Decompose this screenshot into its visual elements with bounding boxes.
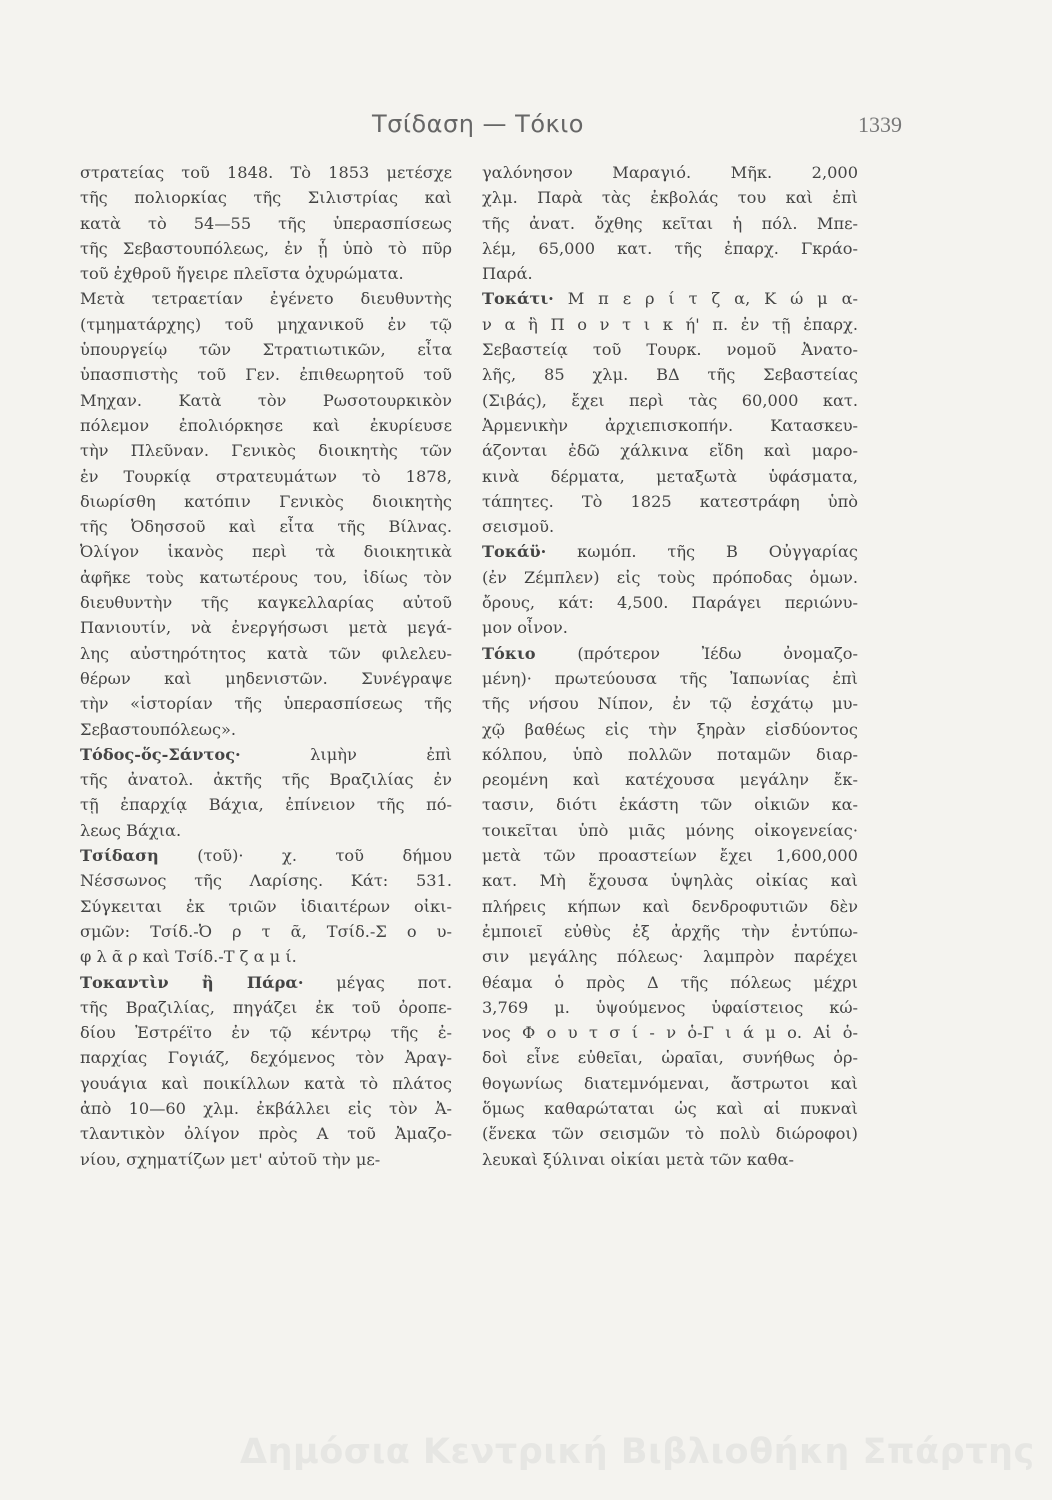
text-line: λῆς, 85 χλμ. ΒΔ τῆς Σεβαστείας	[482, 365, 858, 385]
text-line: σιν μεγάλης πόλεως· λαμπρὸν παρέχει	[482, 947, 858, 967]
text-line: τασιν, διότι ἑκάστη τῶν οἰκιῶν κα-	[482, 795, 858, 815]
text-line: τοῦ ἐχθροῦ ἤγειρε πλεῖστα ὀχυρώματα.	[80, 264, 404, 284]
text-line: στρατείας τοῦ 1848. Τὸ 1853 μετέσχε	[80, 163, 452, 182]
text-line: σμῶν: Τσίδ.-Ὀ ρ τ ᾶ, Τσίδ.-Σ ο υ-	[80, 921, 452, 941]
text-line: Ἀρμενικὴν ἀρχιεπισκοπήν. Κατασκευ-	[482, 415, 858, 435]
text-line: δίου Ἐστρέϊτο ἐν τῷ κέντρῳ τῆς ἐ-	[80, 1023, 452, 1043]
text-line: Σεβαστείᾳ τοῦ Τουρκ. νομοῦ Ἀνατο-	[482, 340, 858, 360]
text-line: ὑπασπιστὴς τοῦ Γεν. ἐπιθεωρητοῦ τοῦ	[80, 365, 452, 385]
text-line: 3,769 μ. ὑψούμενος ὑφαίστειος κώ-	[482, 997, 858, 1017]
text-line: πλήρεις κήπων καὶ δενδροφυτιῶν δὲν	[482, 896, 858, 916]
text-line: τὴν Πλεῦναν. Γενικὸς διοικητὴς τῶν	[80, 441, 452, 461]
entry-headword: Τόδος-ὅς-Σάντος·	[80, 744, 241, 764]
text-line: χλμ. Παρὰ τὰς ἐκβολάς του καὶ ἐπὶ	[482, 188, 858, 208]
text-line: ὅμως καθαρώταται ὡς καὶ αἱ πυκναὶ	[482, 1098, 858, 1118]
text-line: κατὰ τὸ 54—55 τῆς ὑπερασπίσεως	[80, 213, 452, 233]
text-line: ἀπὸ 10—60 χλμ. ἐκβάλλει εἰς τὸν Ἀ-	[80, 1098, 452, 1118]
text-line: σεισμοῦ.	[482, 517, 555, 537]
text-line: (ἐν Ζέμπλεν) εἰς τοὺς πρόποδας ὁμων.	[482, 567, 858, 587]
text-line: νος Φ ο υ τ σ ί - ν ὁ-Γ ι ά μ ο. Αἱ ὁ-	[482, 1023, 858, 1043]
library-watermark: Δημόσια Κεντρική Βιβλιοθήκη Σπάρτης	[240, 1432, 1035, 1472]
text-line: (ἕνεκα τῶν σεισμῶν τὸ πολὺ διώροφοι)	[482, 1124, 858, 1144]
text-line: Σύγκειται ἐκ τριῶν ἰδιαιτέρων οἰκι-	[80, 896, 452, 916]
entry-headword: Τοκάϋ·	[482, 542, 547, 562]
text-line: ἐν Τουρκίᾳ στρατευμάτων τὸ 1878,	[80, 466, 452, 486]
text-line: νίου, σχηματίζων μετ' αὐτοῦ τὴν με-	[80, 1149, 381, 1169]
text-line: τλαντικὸν ὀλίγον πρὸς Α τοῦ Ἀμαζο-	[80, 1124, 452, 1144]
text-line: Τόκιο (πρότερον Ἰέδω ὀνομαζο-	[482, 643, 858, 663]
text-line: ἐμποιεῖ εὐθὺς ἐξ ἀρχῆς τὴν ἐντύπω-	[482, 921, 858, 941]
text-line: Τόδος-ὅς-Σάντος· λιμὴν ἐπὶ	[80, 744, 452, 764]
text-line: τῇ ἐπαρχίᾳ Βάχια, ἐπίνειον τῆς πό-	[80, 795, 452, 815]
text-line: τῆς νήσου Νίπον, ἐν τῷ ἐσχάτῳ μυ-	[482, 694, 858, 714]
text-line: μένη)· πρωτεύουσα τῆς Ἰαπωνίας ἐπὶ	[482, 668, 858, 688]
text-line: διευθυντὴν τῆς καγκελλαρίας αὐτοῦ	[80, 593, 452, 613]
text-line: μετὰ τῶν προαστείων ἔχει 1,600,000	[482, 846, 858, 866]
text-line: θέρων καὶ μηδενιστῶν. Συνέγραψε	[80, 668, 452, 688]
text-line: γαλόνησον Μαραγιό. Μῆκ. 2,000	[482, 163, 858, 182]
text-line: τῆς Βραζιλίας, πηγάζει ἐκ τοῦ ὀροπε-	[80, 997, 452, 1017]
text-line: τῆς Σεβαστουπόλεως, ἐν ᾗ ὑπὸ τὸ πῦρ	[80, 238, 452, 258]
text-line: μον οἶνον.	[482, 618, 568, 638]
text-line: τάπητες. Τὸ 1825 κατεστράφη ὑπὸ	[482, 491, 858, 511]
text-line: ὄρους, κάτ: 4,500. Παράγει περιώνυ-	[482, 593, 858, 613]
text-line: λευκαὶ ξύλιναι οἰκίαι μετὰ τῶν καθα-	[482, 1149, 794, 1169]
text-line: ρεομένη καὶ κατέχουσα μεγάλην ἔκ-	[482, 770, 858, 790]
text-line: θογωνίως διατεμνόμεναι, ἄστρωτοι καὶ	[482, 1073, 858, 1093]
text-line: (τμηματάρχης) τοῦ μηχανικοῦ ἐν τῷ	[80, 314, 452, 334]
text-line: Παρά.	[482, 264, 533, 284]
left-column	[80, 160, 452, 1172]
text-line: λης αὐστηρότητος κατὰ τῶν φιλελευ-	[80, 643, 452, 663]
text-line: Τοκαντὶν ἢ Πάρα· μέγας ποτ.	[80, 972, 452, 992]
text-line: Πανιουτίν, νὰ ἐνεργήσωσι μετὰ μεγά-	[80, 618, 452, 638]
text-line: τῆς ἀνατολ. ἀκτῆς τῆς Βραζιλίας ἐν	[80, 770, 452, 790]
text-line: χῷ βαθέως εἰς τὴν ξηρὰν εἰσδύοντος	[482, 719, 858, 739]
text-line: ἀφῆκε τοὺς κατωτέρους του, ἰδίως τὸν	[80, 567, 452, 587]
text-line: (Σιβάς), ἔχει περὶ τὰς 60,000 κατ.	[482, 390, 858, 410]
text-line: Τσίδαση (τοῦ)· χ. τοῦ δήμου	[80, 846, 452, 866]
text-line: τῆς πολιορκίας τῆς Σιλιστρίας καὶ	[80, 188, 452, 208]
text-line: τῆς Ὀδησσοῦ καὶ εἶτα τῆς Βίλνας.	[80, 517, 452, 537]
text-line: γουάγια καὶ ποικίλλων κατὰ τὸ πλάτος	[80, 1073, 452, 1093]
text-line: κινὰ δέρματα, μεταξωτὰ ὑφάσματα,	[482, 466, 858, 486]
page-number: 1339	[858, 112, 902, 137]
text-line: τὴν «ἱστορίαν τῆς ὑπερασπίσεως τῆς	[80, 694, 452, 714]
entry-headword: Τοκάτι·	[482, 289, 554, 309]
right-column	[482, 160, 858, 1172]
text-line: Νέσσωνος τῆς Λαρίσης. Κάτ: 531.	[80, 871, 452, 891]
text-line: ν α ἢ Π ο ν τ ι κ ή' π. ἐν τῇ ἐπαρχ.	[482, 314, 858, 334]
text-line: τῆς ἀνατ. ὄχθης κεῖται ἡ πόλ. Μπε-	[482, 213, 858, 233]
entry-headword: Τοκαντὶν ἢ Πάρα·	[80, 972, 304, 992]
text-line: Σεβαστουπόλεως».	[80, 719, 237, 739]
entry-headword: Τσίδαση	[80, 846, 159, 866]
text-line: Μηχαν. Κατὰ τὸν Ρωσοτουρκικὸν	[80, 390, 452, 410]
text-line: φ λ ᾶ ρ καὶ Τσίδ.-Τ ζ α μ ί.	[80, 947, 297, 967]
text-line: δοὶ εἶνε εὐθεῖαι, ὡραῖαι, συνήθως ὀρ-	[482, 1048, 858, 1068]
text-line: πόλεμον ἐπολιόρκησε καὶ ἐκυρίευσε	[80, 415, 452, 435]
text-line: ὑπουργείῳ τῶν Στρατιωτικῶν, εἶτα	[80, 340, 452, 360]
text-line: λέμ, 65,000 κατ. τῆς ἐπαρχ. Γκράο-	[482, 238, 858, 258]
text-line: θέαμα ὁ πρὸς Δ τῆς πόλεως μέχρι	[482, 972, 858, 992]
text-line: Μετὰ τετραετίαν ἐγένετο διευθυντὴς	[80, 289, 452, 309]
text-line: Τοκάϋ· κωμόπ. τῆς Β Οὐγγαρίας	[482, 542, 858, 562]
text-line: κατ. Μὴ ἔχουσα ὑψηλὰς οἰκίας καὶ	[482, 871, 858, 891]
entry-headword: Τόκιο	[482, 643, 536, 663]
page-title: Τσίδαση — Τόκιο	[372, 110, 584, 138]
text-line: Τοκάτι· Μ π ε ρ ί τ ζ α, Κ ώ μ α-	[482, 289, 858, 309]
text-line: παρχίας Γογιάζ, δεχόμενος τὸν Ἀραγ-	[80, 1048, 452, 1068]
text-line: άζονται ἐδῶ χάλκινα εἴδη καὶ μαρο-	[482, 441, 858, 461]
text-line: λεως Βάχια.	[80, 820, 182, 840]
text-line: κόλπου, ὑπὸ πολλῶν ποταμῶν διαρ-	[482, 744, 858, 764]
text-line: Ὀλίγον ἱκανὸς περὶ τὰ διοικητικὰ	[80, 542, 452, 562]
text-line: διωρίσθη κατόπιν Γενικὸς διοικητὴς	[80, 491, 452, 511]
text-line: τοικεῖται ὑπὸ μιᾶς μόνης οἰκογενείας·	[482, 820, 858, 840]
